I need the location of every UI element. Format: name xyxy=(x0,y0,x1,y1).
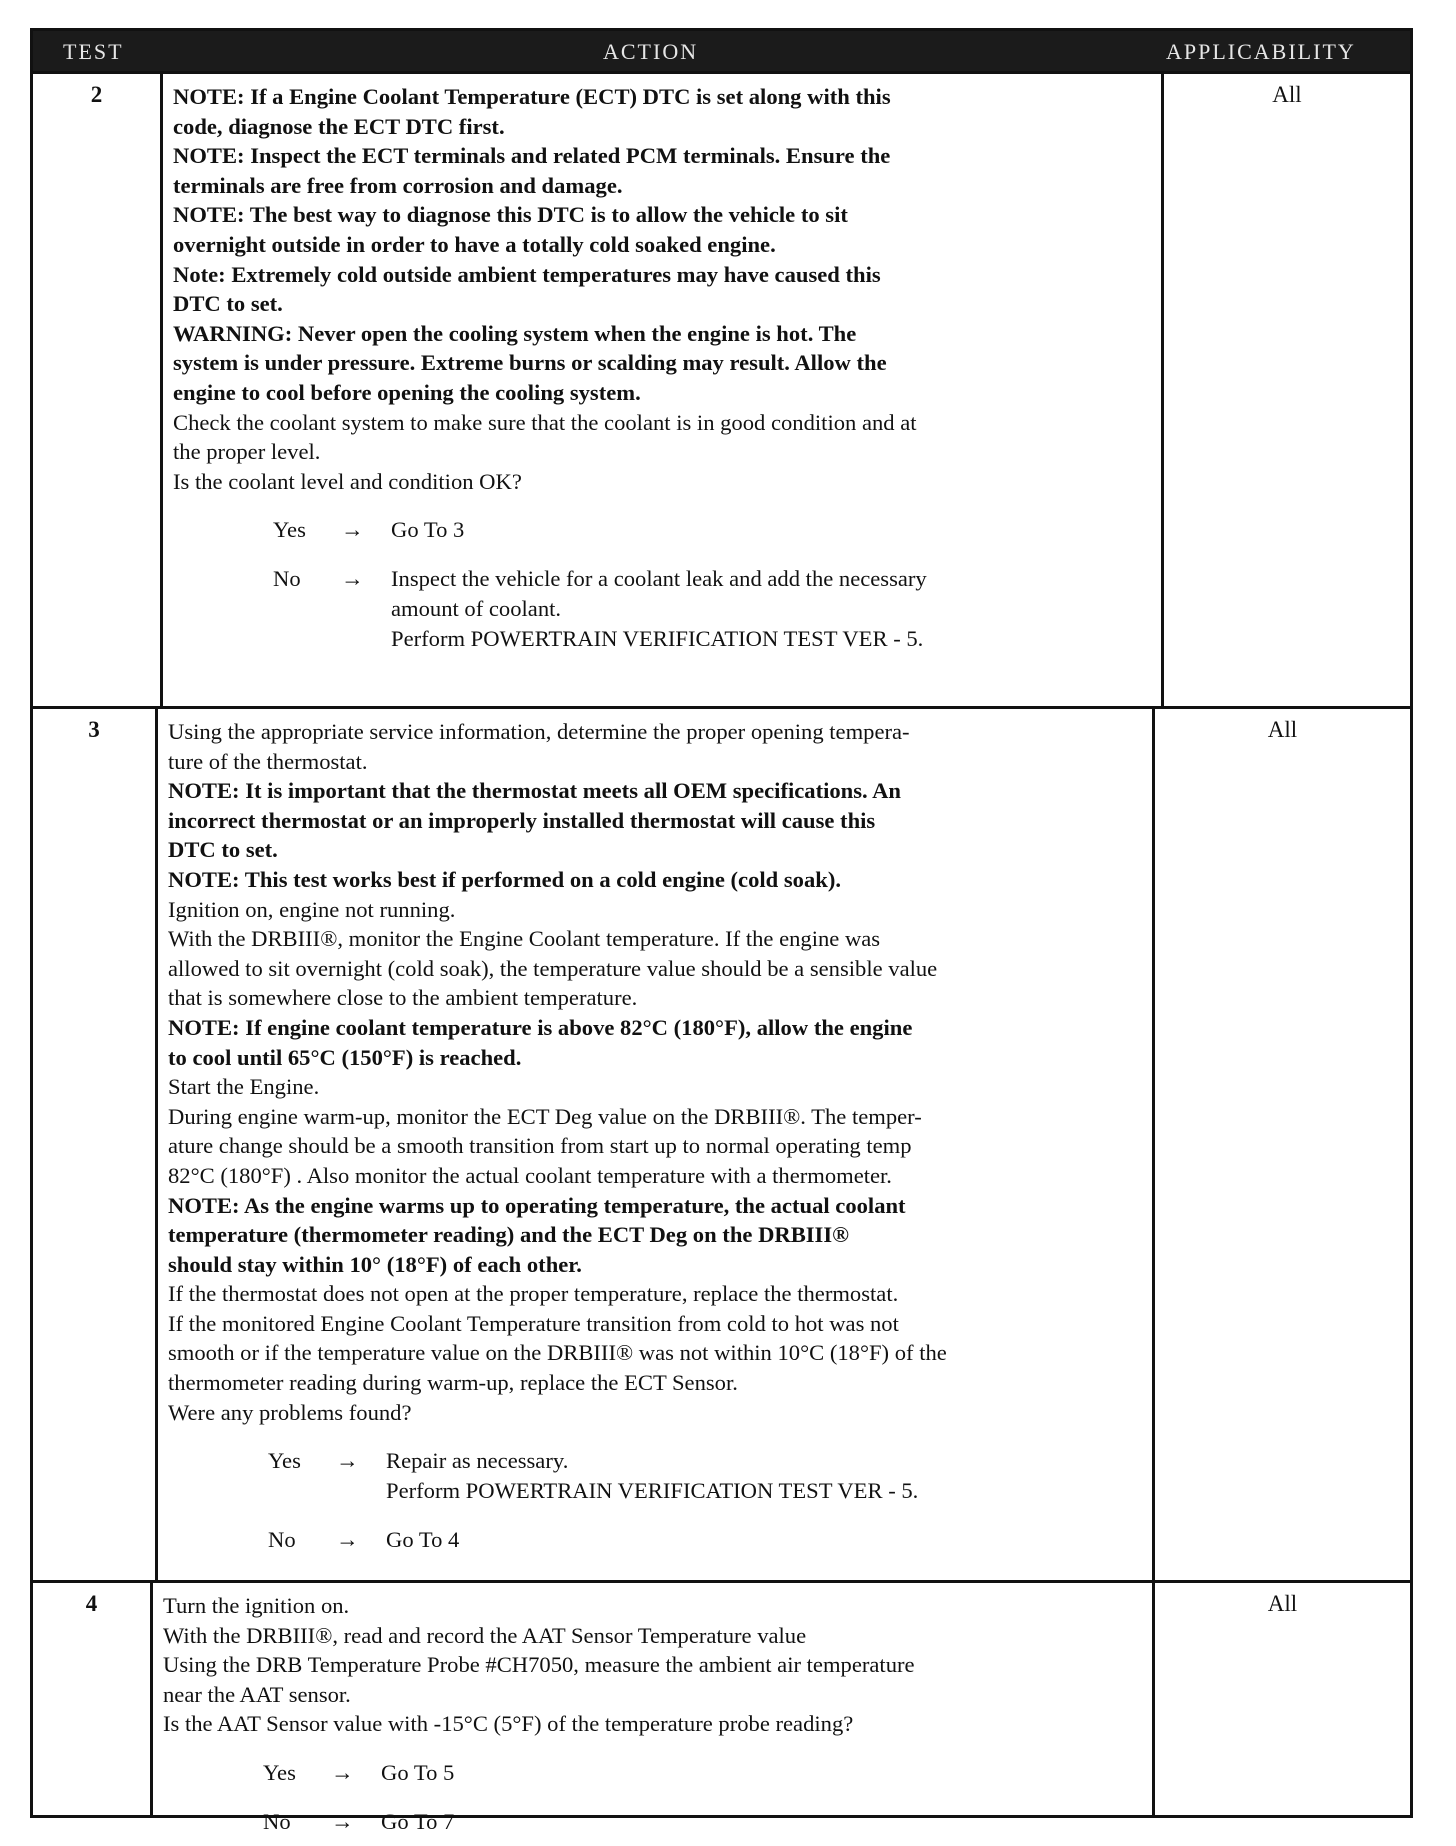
action-cell xyxy=(150,1583,1155,1834)
action-cell xyxy=(160,74,1164,709)
applicability-value: All xyxy=(1272,82,1302,107)
test-number: 2 xyxy=(90,82,103,107)
note-line: Note: Extremely cold outside ambient temperatures may have caused this xyxy=(173,261,881,287)
test-row-4 xyxy=(33,1580,1410,1834)
instruction-line: thermometer reading during warm-up, replace the ECT Sensor. xyxy=(168,1370,738,1396)
note-line: temperature (thermometer reading) and the ECT Deg on the DRBIII® xyxy=(168,1222,850,1248)
no-label: No xyxy=(263,1808,291,1834)
instruction-line: Using the DRB Temperature Probe #CH7050, measure the ambient air temperature xyxy=(163,1652,915,1678)
no-result-text: Inspect the vehicle for a coolant leak and add the necessary xyxy=(391,566,927,592)
arrow-icon: → xyxy=(331,1808,354,1834)
note-line: incorrect thermostat or an improperly installed thermostat will cause this xyxy=(168,807,876,833)
yes-result-text: Perform POWERTRAIN VERIFICATION TEST VER - 5. xyxy=(386,1478,919,1504)
no-branch-line xyxy=(173,564,1153,594)
instruction-line: ature change should be a smooth transition from start up to normal operating temp xyxy=(168,1133,912,1159)
yes-branch xyxy=(168,1446,1144,1506)
no-branch xyxy=(168,1525,1144,1555)
applicability-value: All xyxy=(1267,1591,1298,1616)
yes-branch xyxy=(173,515,1153,545)
note-line: DTC to set. xyxy=(173,291,283,317)
yes-label: Yes xyxy=(273,517,306,543)
note-line: NOTE: Inspect the ECT terminals and related PCM terminals. Ensure the xyxy=(173,143,891,169)
test-row-3 xyxy=(33,706,1410,1583)
instruction-line: that is somewhere close to the ambient temperature. xyxy=(168,985,638,1011)
note-line: engine to cool before opening the cooling system. xyxy=(173,379,641,405)
instruction-line: During engine warm-up, monitor the ECT Deg value on the DRBIII®. The temper- xyxy=(168,1103,922,1129)
note-line: terminals are free from corrosion and damage. xyxy=(173,172,623,198)
arrow-icon: → xyxy=(336,1526,359,1552)
instruction-line: Is the coolant level and condition OK? xyxy=(173,468,522,494)
note-line: WARNING: Never open the cooling system when the engine is hot. The xyxy=(173,320,857,346)
instruction-line: Turn the ignition on. xyxy=(163,1593,350,1618)
yes-label: Yes xyxy=(268,1448,301,1474)
yes-label: Yes xyxy=(263,1759,296,1785)
note-line: DTC to set. xyxy=(168,837,278,863)
test-row-2 xyxy=(33,71,1410,709)
yes-result-text: Go To 5 xyxy=(381,1759,455,1785)
note-line: code, diagnose the ECT DTC first. xyxy=(173,113,505,139)
instruction-line: ture of the thermostat. xyxy=(168,748,368,774)
instruction-line: With the DRBIII®, read and record the AAT Sensor Temperature value xyxy=(163,1622,807,1648)
test-number: 3 xyxy=(88,717,100,742)
yes-result-text: Go To 3 xyxy=(391,517,465,543)
instruction-line: Ignition on, engine not running. xyxy=(168,896,456,922)
header-test: TEST xyxy=(63,39,124,64)
instruction-line: the proper level. xyxy=(173,439,321,465)
note-line: overnight outside in order to have a totally cold soaked engine. xyxy=(173,231,776,257)
no-label: No xyxy=(273,566,301,592)
yes-branch-line xyxy=(163,1758,1144,1788)
table-header xyxy=(33,31,1410,71)
note-line: NOTE: The best way to diagnose this DTC is to allow the vehicle to sit xyxy=(173,202,848,228)
note-line: to cool until 65°C (150°F) is reached. xyxy=(168,1044,522,1070)
no-result-text: amount of coolant. xyxy=(391,596,562,622)
note-line: NOTE: As the engine warms up to operating temperature, the actual coolant xyxy=(168,1192,906,1218)
no-branch xyxy=(163,1807,1144,1837)
instruction-line: If the thermostat does not open at the proper temperature, replace the thermostat. xyxy=(168,1281,899,1307)
applicability-value: All xyxy=(1267,717,1298,742)
arrow-icon: → xyxy=(341,517,364,543)
no-result-text: Go To 7 xyxy=(381,1808,455,1834)
no-result-text: Perform POWERTRAIN VERIFICATION TEST VER - 5. xyxy=(391,625,924,651)
note-line: NOTE: If a Engine Coolant Temperature (ECT) DTC is set along with this xyxy=(173,84,891,109)
instruction-line: Start the Engine. xyxy=(168,1074,320,1100)
arrow-icon: → xyxy=(336,1448,359,1474)
note-line: system is under pressure. Extreme burns or scalding may result. Allow the xyxy=(173,350,887,376)
yes-branch-line xyxy=(173,515,1153,545)
instruction-line: With the DRBIII®, monitor the Engine Coolant temperature. If the engine was xyxy=(168,926,881,952)
no-label: No xyxy=(268,1526,296,1552)
diagnostic-table xyxy=(30,28,1413,1834)
yes-branch-line xyxy=(168,1446,1144,1476)
no-result-text: Go To 4 xyxy=(386,1526,460,1552)
yes-result-text: Repair as necessary. xyxy=(386,1448,569,1474)
arrow-icon: → xyxy=(341,566,364,592)
arrow-icon: → xyxy=(331,1759,354,1785)
note-line: should stay within 10° (18°F) of each other. xyxy=(168,1251,582,1277)
instruction-line: allowed to sit overnight (cold soak), the temperature value should be a sensible value xyxy=(168,955,938,981)
instruction-line: 82°C (180°F) . Also monitor the actual coolant temperature with a thermometer. xyxy=(168,1162,892,1188)
no-branch xyxy=(173,564,1153,653)
header-action: ACTION xyxy=(603,39,699,64)
note-line: NOTE: This test works best if performed on a cold engine (cold soak). xyxy=(168,866,842,892)
note-line: NOTE: If engine coolant temperature is above 82°C (180°F), allow the engine xyxy=(168,1014,913,1040)
note-line: NOTE: It is important that the thermostat meets all OEM specifications. An xyxy=(168,778,901,804)
test-number: 4 xyxy=(85,1591,98,1616)
instruction-line: Is the AAT Sensor value with -15°C (5°F) of the temperature probe reading? xyxy=(163,1711,854,1737)
action-cell xyxy=(155,709,1155,1583)
instruction-line: smooth or if the temperature value on the DRBIII® was not within 10°C (18°F) of the xyxy=(168,1340,947,1366)
instruction-line: Were any problems found? xyxy=(168,1399,412,1425)
yes-branch xyxy=(163,1758,1144,1788)
no-branch-line xyxy=(163,1807,1144,1837)
header-applicability: APPLICABILITY xyxy=(1166,39,1356,64)
instruction-line: Using the appropriate service information, determine the proper opening tempera- xyxy=(168,719,910,744)
no-branch-line xyxy=(168,1525,1144,1555)
instruction-line: If the monitored Engine Coolant Temperature transition from cold to hot was not xyxy=(168,1310,899,1336)
instruction-line: near the AAT sensor. xyxy=(163,1681,351,1707)
instruction-line: Check the coolant system to make sure that the coolant is in good condition and at xyxy=(173,409,917,435)
